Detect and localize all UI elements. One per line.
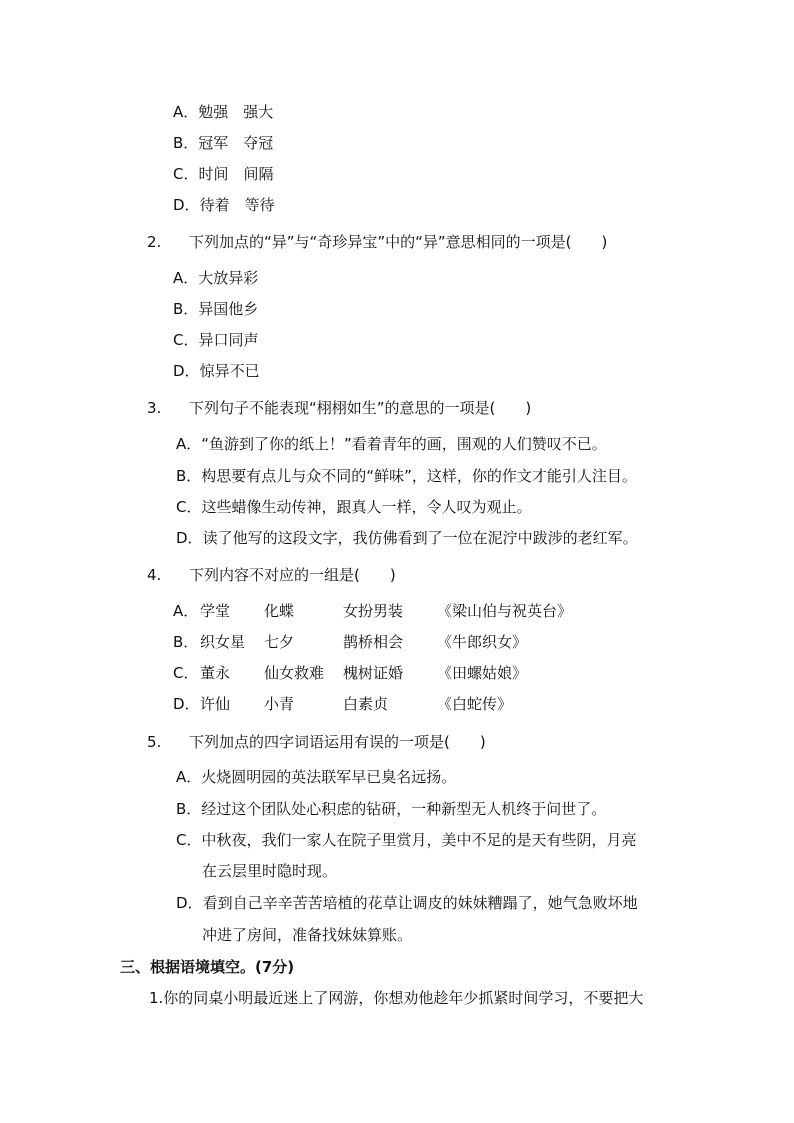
option-text: 这些蜡像生动传神，跟真人一样，令人叹为观止。 — [201, 498, 532, 516]
question-text: 下列内容不对应的一组是( ) — [189, 566, 396, 584]
question-number: 5. — [147, 733, 162, 751]
q5-option-d — [176, 893, 638, 913]
option-text: “鱼游到了你的纸上！”看着青年的画，围观的人们赞叹不已。 — [201, 435, 607, 453]
row-letter: C． — [173, 664, 199, 682]
section3-item-1: 1.你的同桌小明最近迷上了网游，你想劝他趁年少抓紧时间学习，不要把大 — [149, 989, 644, 1007]
option-text: 异国他乡 — [198, 300, 259, 318]
q1-option-c — [173, 164, 274, 184]
question-text: 下列加点的“异”与“奇珍异宝”中的“异”意思相同的一项是( ) — [189, 233, 608, 251]
row-cell-3: 白素贞 — [343, 695, 389, 713]
option-text: 时间 间隔 — [198, 165, 274, 183]
row-cell-4: 《白蛇传》 — [437, 695, 513, 713]
q5-option-c-continued — [202, 861, 337, 881]
q3-option-d — [176, 528, 638, 548]
option-letter: A． — [173, 103, 199, 121]
option-text: 看到自己辛辛苦苦培植的花草让调皮的妹妹糟蹋了，她气急败坏地 — [202, 894, 638, 912]
q3-option-a — [176, 434, 607, 454]
option-letter: A． — [176, 435, 202, 453]
q5-option-a — [176, 767, 456, 787]
option-text: 待着 等待 — [199, 196, 275, 214]
row-cell-3: 槐树证婚 — [343, 664, 404, 682]
q3-option-c — [176, 497, 532, 517]
q3-option-b — [176, 466, 637, 486]
option-text: 大放异彩 — [198, 269, 259, 287]
q5-option-d-continued — [202, 925, 412, 945]
question-number: 3. — [147, 399, 162, 417]
question-number: 2. — [147, 233, 162, 251]
option-text: 冲进了房间，准备找妹妹算账。 — [202, 926, 413, 944]
row-cell-1: 学堂 — [200, 602, 231, 620]
option-text: 读了他写的这段文字，我仿佛看到了一位在泥泞中跋涉的老红军。 — [202, 529, 638, 547]
row-cell-2: 小青 — [264, 695, 295, 713]
option-letter: B． — [173, 134, 199, 152]
option-letter: D． — [176, 894, 203, 912]
option-letter: B． — [173, 300, 199, 318]
option-letter: B． — [176, 800, 202, 818]
option-text: 勉强 强大 — [198, 103, 274, 121]
row-cell-2: 化蝶 — [264, 602, 295, 620]
q4-stem — [147, 565, 396, 585]
q2-option-a — [173, 268, 258, 288]
option-text: 惊异不已 — [199, 362, 260, 380]
option-text: 火烧圆明园的英法联军早已臭名远扬。 — [201, 768, 457, 786]
option-letter: C． — [173, 331, 199, 349]
q4-row-c — [173, 663, 593, 683]
q5-stem — [147, 732, 486, 752]
row-cell-2: 仙女救难 — [264, 664, 325, 682]
q2-option-c — [173, 330, 259, 350]
option-letter: B． — [176, 467, 202, 485]
q1-option-a — [173, 102, 273, 122]
row-cell-3: 女扮男装 — [343, 602, 404, 620]
option-letter: C． — [173, 165, 199, 183]
row-cell-4: 《梁山伯与祝英台》 — [437, 602, 573, 620]
option-letter: C． — [176, 498, 202, 516]
row-cell-1: 许仙 — [200, 695, 231, 713]
row-letter: D． — [173, 695, 200, 713]
row-cell-4: 《牛郎织女》 — [437, 633, 528, 651]
option-letter: D． — [176, 529, 203, 547]
question-number: 4. — [147, 566, 162, 584]
q3-stem — [147, 398, 531, 418]
option-letter: A． — [173, 269, 199, 287]
q2-stem — [147, 232, 607, 252]
question-text: 下列加点的四字词语运用有误的一项是( ) — [189, 733, 486, 751]
option-letter: D． — [173, 196, 200, 214]
q1-option-d — [173, 195, 275, 215]
q2-option-d — [173, 361, 260, 381]
row-cell-1: 织女星 — [200, 633, 246, 651]
row-cell-2: 七夕 — [264, 633, 295, 651]
row-letter: A． — [173, 602, 199, 620]
row-cell-1: 董永 — [200, 664, 231, 682]
question-text: 下列句子不能表现“栩栩如生”的意思的一项是( ) — [189, 399, 532, 417]
row-letter: B． — [173, 633, 199, 651]
option-text: 冠军 夺冠 — [198, 134, 274, 152]
option-text: 经过这个团队处心积虑的钻研，一种新型无人机终于问世了。 — [201, 800, 607, 818]
option-letter: C． — [176, 831, 202, 849]
option-text: 异口同声 — [198, 331, 259, 349]
q5-option-b — [176, 799, 606, 819]
option-text: 在云层里时隐时现。 — [202, 862, 338, 880]
q4-row-d — [173, 694, 593, 714]
q2-option-b — [173, 299, 258, 319]
option-letter: D． — [173, 362, 200, 380]
row-cell-4: 《田螺姑娘》 — [437, 664, 528, 682]
row-cell-3: 鹊桥相会 — [343, 633, 404, 651]
q1-option-b — [173, 133, 273, 153]
option-text: 中秋夜，我们一家人在院子里赏月，美中不足的是天有些阴，月亮 — [201, 831, 637, 849]
option-letter: A． — [176, 768, 202, 786]
option-text: 构思要有点儿与众不同的“鲜味”，这样，你的作文才能引人注目。 — [201, 467, 637, 485]
q4-row-b — [173, 632, 593, 652]
q4-row-a — [173, 601, 593, 621]
q5-option-c — [176, 830, 637, 850]
section-heading: 三、根据语境填空。(7分) — [120, 958, 295, 976]
